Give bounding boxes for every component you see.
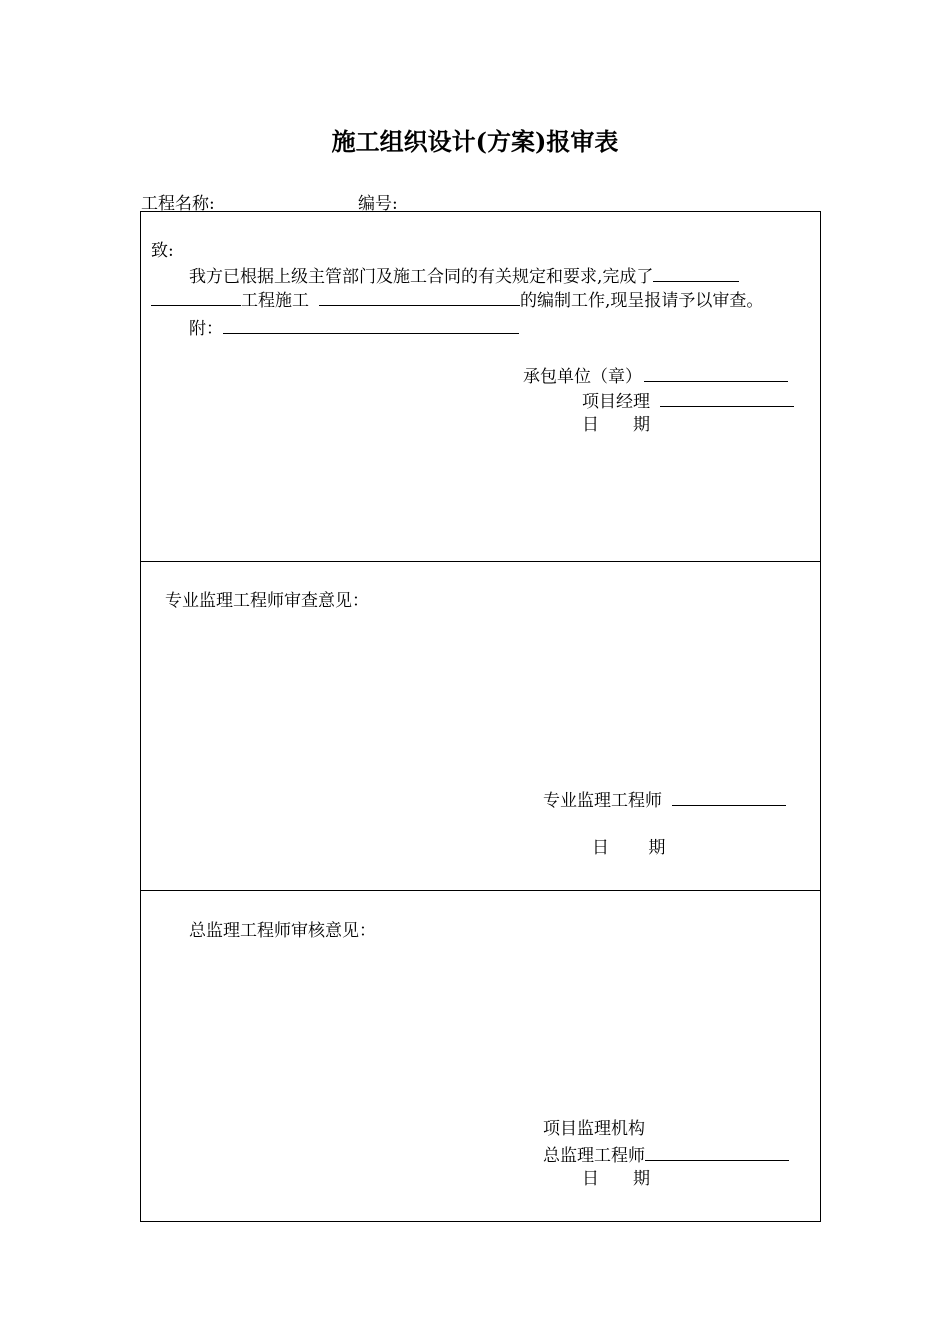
chief-opinion-label: 总监理工程师审核意见： — [189, 921, 376, 941]
specialist-sign-line — [543, 788, 786, 812]
approval-form-table — [140, 211, 821, 1222]
attachment-label: 附： — [189, 319, 223, 339]
number-label: 编号: — [358, 194, 398, 214]
submission-body-line2 — [151, 288, 763, 312]
chief-signature-field[interactable] — [645, 1143, 789, 1161]
supervision-org-label: 项目监理机构 — [543, 1119, 645, 1139]
attachment-line — [189, 316, 519, 340]
chief-date-label: 日 期 — [582, 1169, 650, 1189]
submission-section — [141, 212, 820, 562]
project-name-label: 工程名称: — [141, 194, 215, 214]
blank-field[interactable] — [653, 264, 739, 282]
page-title: 施工组织设计(方案)报审表 — [331, 127, 619, 156]
contractor-line — [523, 364, 788, 388]
chief-review-section — [141, 891, 820, 1221]
contractor-label: 承包单位（章） — [523, 367, 642, 387]
submission-body-line1 — [189, 264, 739, 288]
specialist-signature-field[interactable] — [672, 788, 786, 806]
to-label: 致: — [151, 241, 174, 261]
chief-engineer-label: 总监理工程师 — [543, 1146, 645, 1166]
blank-field[interactable] — [319, 288, 520, 306]
specialist-opinion-label: 专业监理工程师审查意见： — [165, 591, 369, 611]
blank-field[interactable] — [151, 288, 241, 306]
date-label: 日 期 — [582, 415, 650, 435]
chief-sign-line — [543, 1143, 789, 1167]
project-manager-label: 项目经理 — [582, 392, 650, 412]
submission-body-text: 我方已根据上级主管部门及施工合同的有关规定和要求,完成了 — [189, 267, 654, 287]
specialist-review-section — [141, 561, 820, 891]
compile-work-text: 的编制工作,现呈报请予以审查。 — [520, 291, 764, 311]
specialist-engineer-label: 专业监理工程师 — [543, 791, 662, 811]
project-manager-line — [582, 389, 794, 413]
project-manager-signature-field[interactable] — [660, 389, 794, 407]
specialist-date-label: 日 期 — [592, 838, 666, 858]
attachment-field[interactable] — [223, 316, 519, 334]
project-construction-text: 工程施工 — [241, 291, 309, 311]
contractor-signature-field[interactable] — [644, 364, 788, 382]
